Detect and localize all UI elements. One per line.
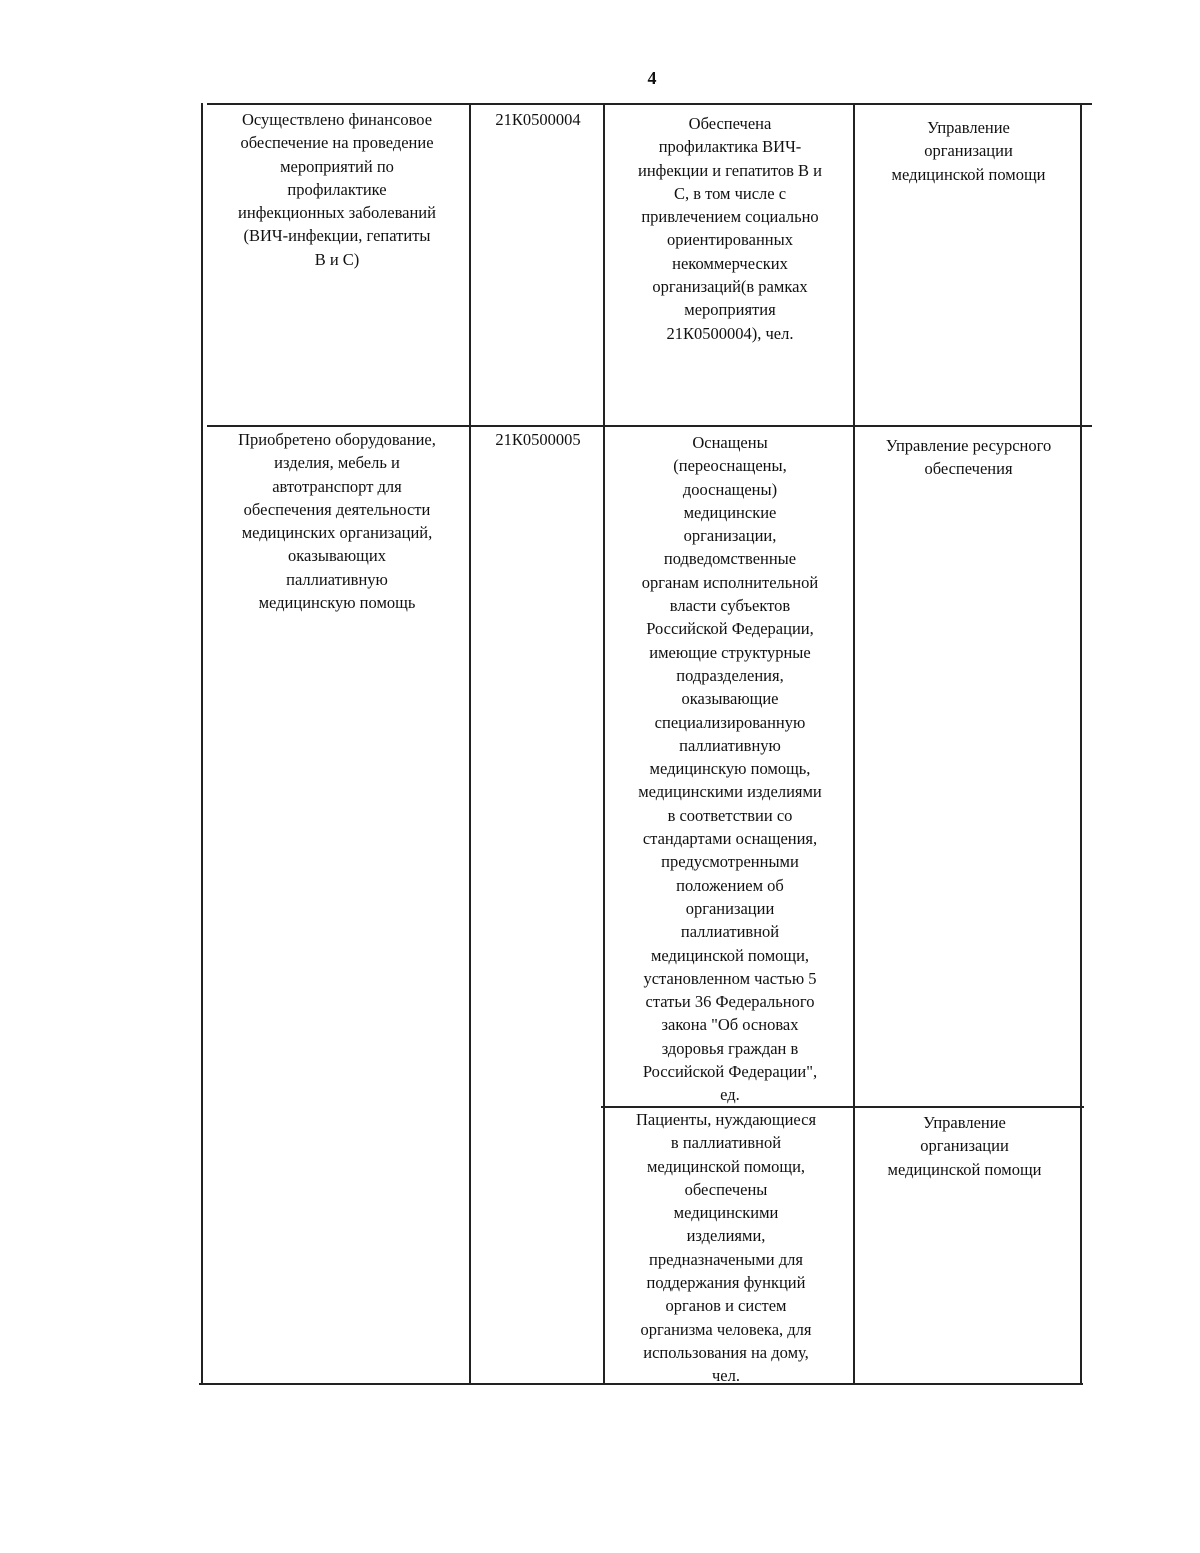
column-divider <box>469 103 471 1385</box>
result-cell: Оснащены (переоснащены, дооснащены) медицинские организации, подведомственные органам исполнительной власти субъектов Российской Федерации, имеющие структурные подразделения, оказывающие специализированную паллиативную медицинскую помощь, медицинскими изделиями в соответствии со стандартами оснащения, предусмотренными положением об организации паллиативной медицинской помощи, установленном частью 5 статьи 36 Федерального закона "Об основах здоровья граждан в Российской Федерации", ед. <box>638 433 822 1105</box>
code-cell: 21К0500005 <box>495 430 581 449</box>
row-divider <box>207 425 1092 427</box>
code-cell: 21К0500004 <box>495 110 581 129</box>
responsible-cell: Управление организации медицинской помощи <box>887 1113 1042 1179</box>
table-right-border <box>1080 103 1082 1385</box>
responsible-cell: Управление ресурсного обеспечения <box>885 436 1052 479</box>
result-cell: Обеспечена профилактика ВИЧ- инфекции и гепатитов В и С, в том числе с привлечением социально ориентированных некоммерческих организаций(в рамках мероприятия 21К0500004), чел. <box>637 114 823 343</box>
result-cell: Пациенты, нуждающиеся в паллиативной медицинской помощи, обеспечены медицинскими изделиями, предназначеными для поддержания функций органов и систем организма человека, для использования на дому, чел. <box>635 1110 817 1386</box>
column-divider <box>853 103 855 1385</box>
page-number: 4 <box>647 68 657 88</box>
measure-cell: Осуществлено финансовое обеспечение на проведение мероприятий по профилактике инфекционных заболеваний (ВИЧ-инфекции, гепатиты В и С) <box>238 110 436 269</box>
table-left-border <box>201 103 203 1385</box>
table-top-border <box>207 103 1092 105</box>
responsible-cell: Управление организации медицинской помощи <box>891 118 1046 184</box>
measure-cell: Приобретено оборудование, изделия, мебель и автотранспорт для обеспечения деятельности медицинских организаций, оказывающих паллиативную медицинскую помощь <box>238 430 436 613</box>
